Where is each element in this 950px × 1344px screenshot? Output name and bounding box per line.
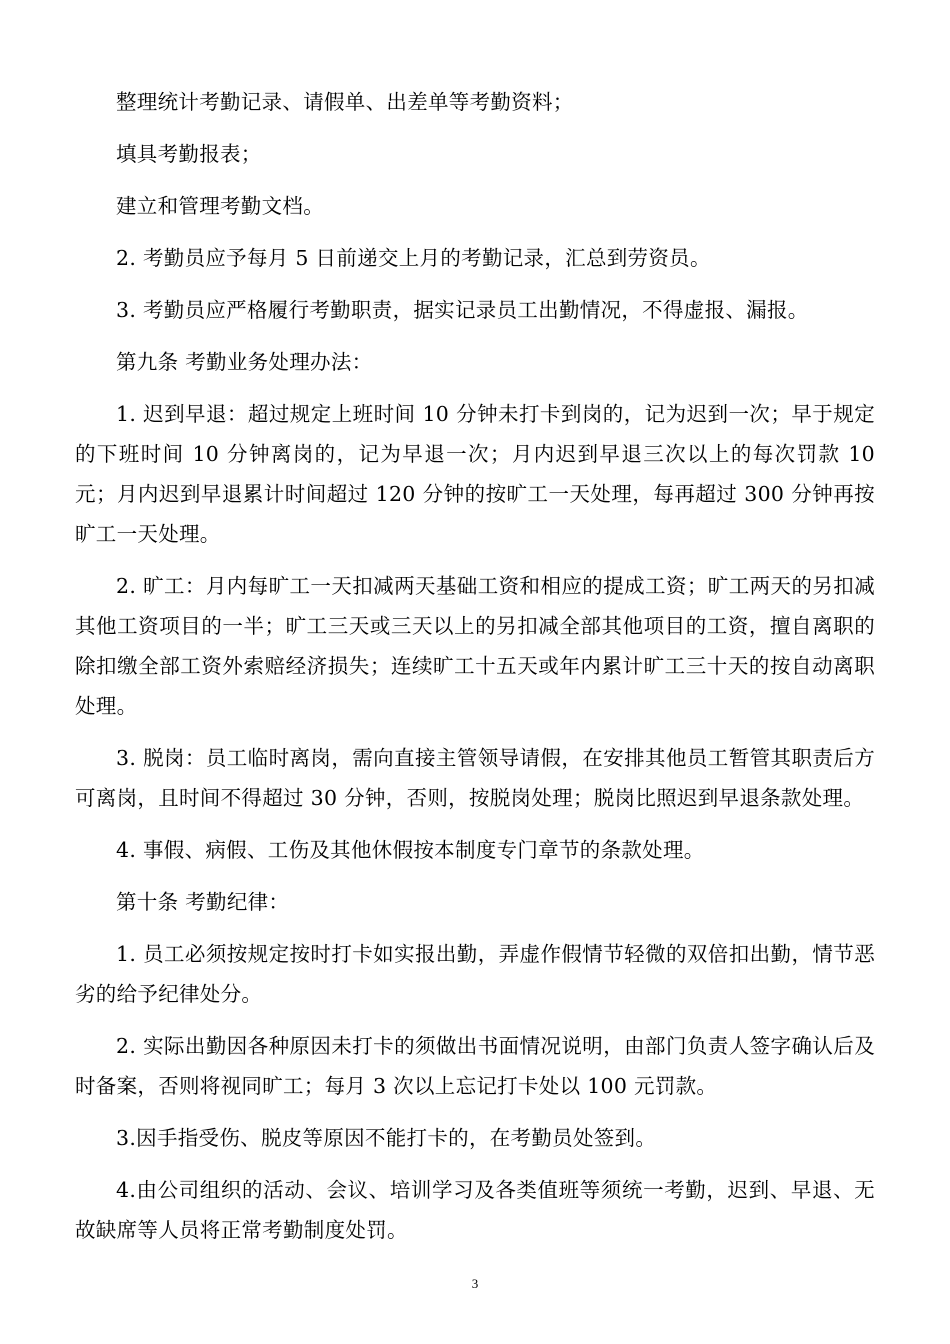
paragraph: 3. 考勤员应严格履行考勤职责，据实记录员工出勤情况，不得虚报、漏报。 bbox=[116, 298, 809, 322]
paragraph: 2. 旷工：月内每旷工一天扣减两天基础工资和相应的提成工资；旷工两天的另扣减其他工资项目的一半；旷工三天或三天以上的另扣减全部其他项目的工资，擅自离职的除扣缴全部工资外索赔经济损失；连续旷工十五天或年内累计旷工三十天的按自动离职处理。 bbox=[75, 574, 875, 718]
paragraph: 3.因手指受伤、脱皮等原因不能打卡的，在考勤员处签到。 bbox=[116, 1126, 657, 1150]
paragraph: 3. 脱岗：员工临时离岗，需向直接主管领导请假，在安排其他员工暂管其职责后方可离岗，且时间不得超过 30 分钟，否则，按脱岗处理；脱岗比照迟到早退条款处理。 bbox=[75, 746, 875, 810]
paragraph: 4.由公司组织的活动、会议、培训学习及各类值班等须统一考勤，迟到、早退、无故缺席等人员将正常考勤制度处罚。 bbox=[75, 1178, 875, 1242]
document-body bbox=[75, 82, 875, 1250]
paragraph: 4. 事假、病假、工伤及其他休假按本制度专门章节的条款处理。 bbox=[116, 838, 705, 862]
paragraph: 建立和管理考勤文档。 bbox=[116, 194, 324, 218]
article-heading: 第九条 考勤业务处理办法： bbox=[116, 350, 373, 374]
page-number: 3 bbox=[471, 1276, 479, 1291]
paragraph: 1. 迟到早退：超过规定上班时间 10 分钟未打卡到岗的，记为迟到一次；早于规定的下班时间 10 分钟离岗的，记为早退一次；月内迟到早退三次以上的每次罚款 10 元；月内迟到早退累计时间超过 120 分钟的按旷工一天处理，每再超过 300 分钟再按旷工一天处理。 bbox=[75, 402, 875, 546]
paragraph: 1. 员工必须按规定按时打卡如实报出勤，弄虚作假情节轻微的双倍扣出勤，情节恶劣的给予纪律处分。 bbox=[75, 942, 875, 1006]
paragraph: 2. 实际出勤因各种原因未打卡的须做出书面情况说明，由部门负责人签字确认后及时备案，否则将视同旷工；每月 3 次以上忘记打卡处以 100 元罚款。 bbox=[75, 1034, 875, 1098]
paragraph: 填具考勤报表； bbox=[116, 142, 262, 166]
paragraph: 整理统计考勤记录、请假单、出差单等考勤资料； bbox=[116, 90, 574, 114]
paragraph: 2. 考勤员应予每月 5 日前递交上月的考勤记录，汇总到劳资员。 bbox=[116, 246, 711, 270]
article-heading: 第十条 考勤纪律： bbox=[116, 890, 290, 914]
